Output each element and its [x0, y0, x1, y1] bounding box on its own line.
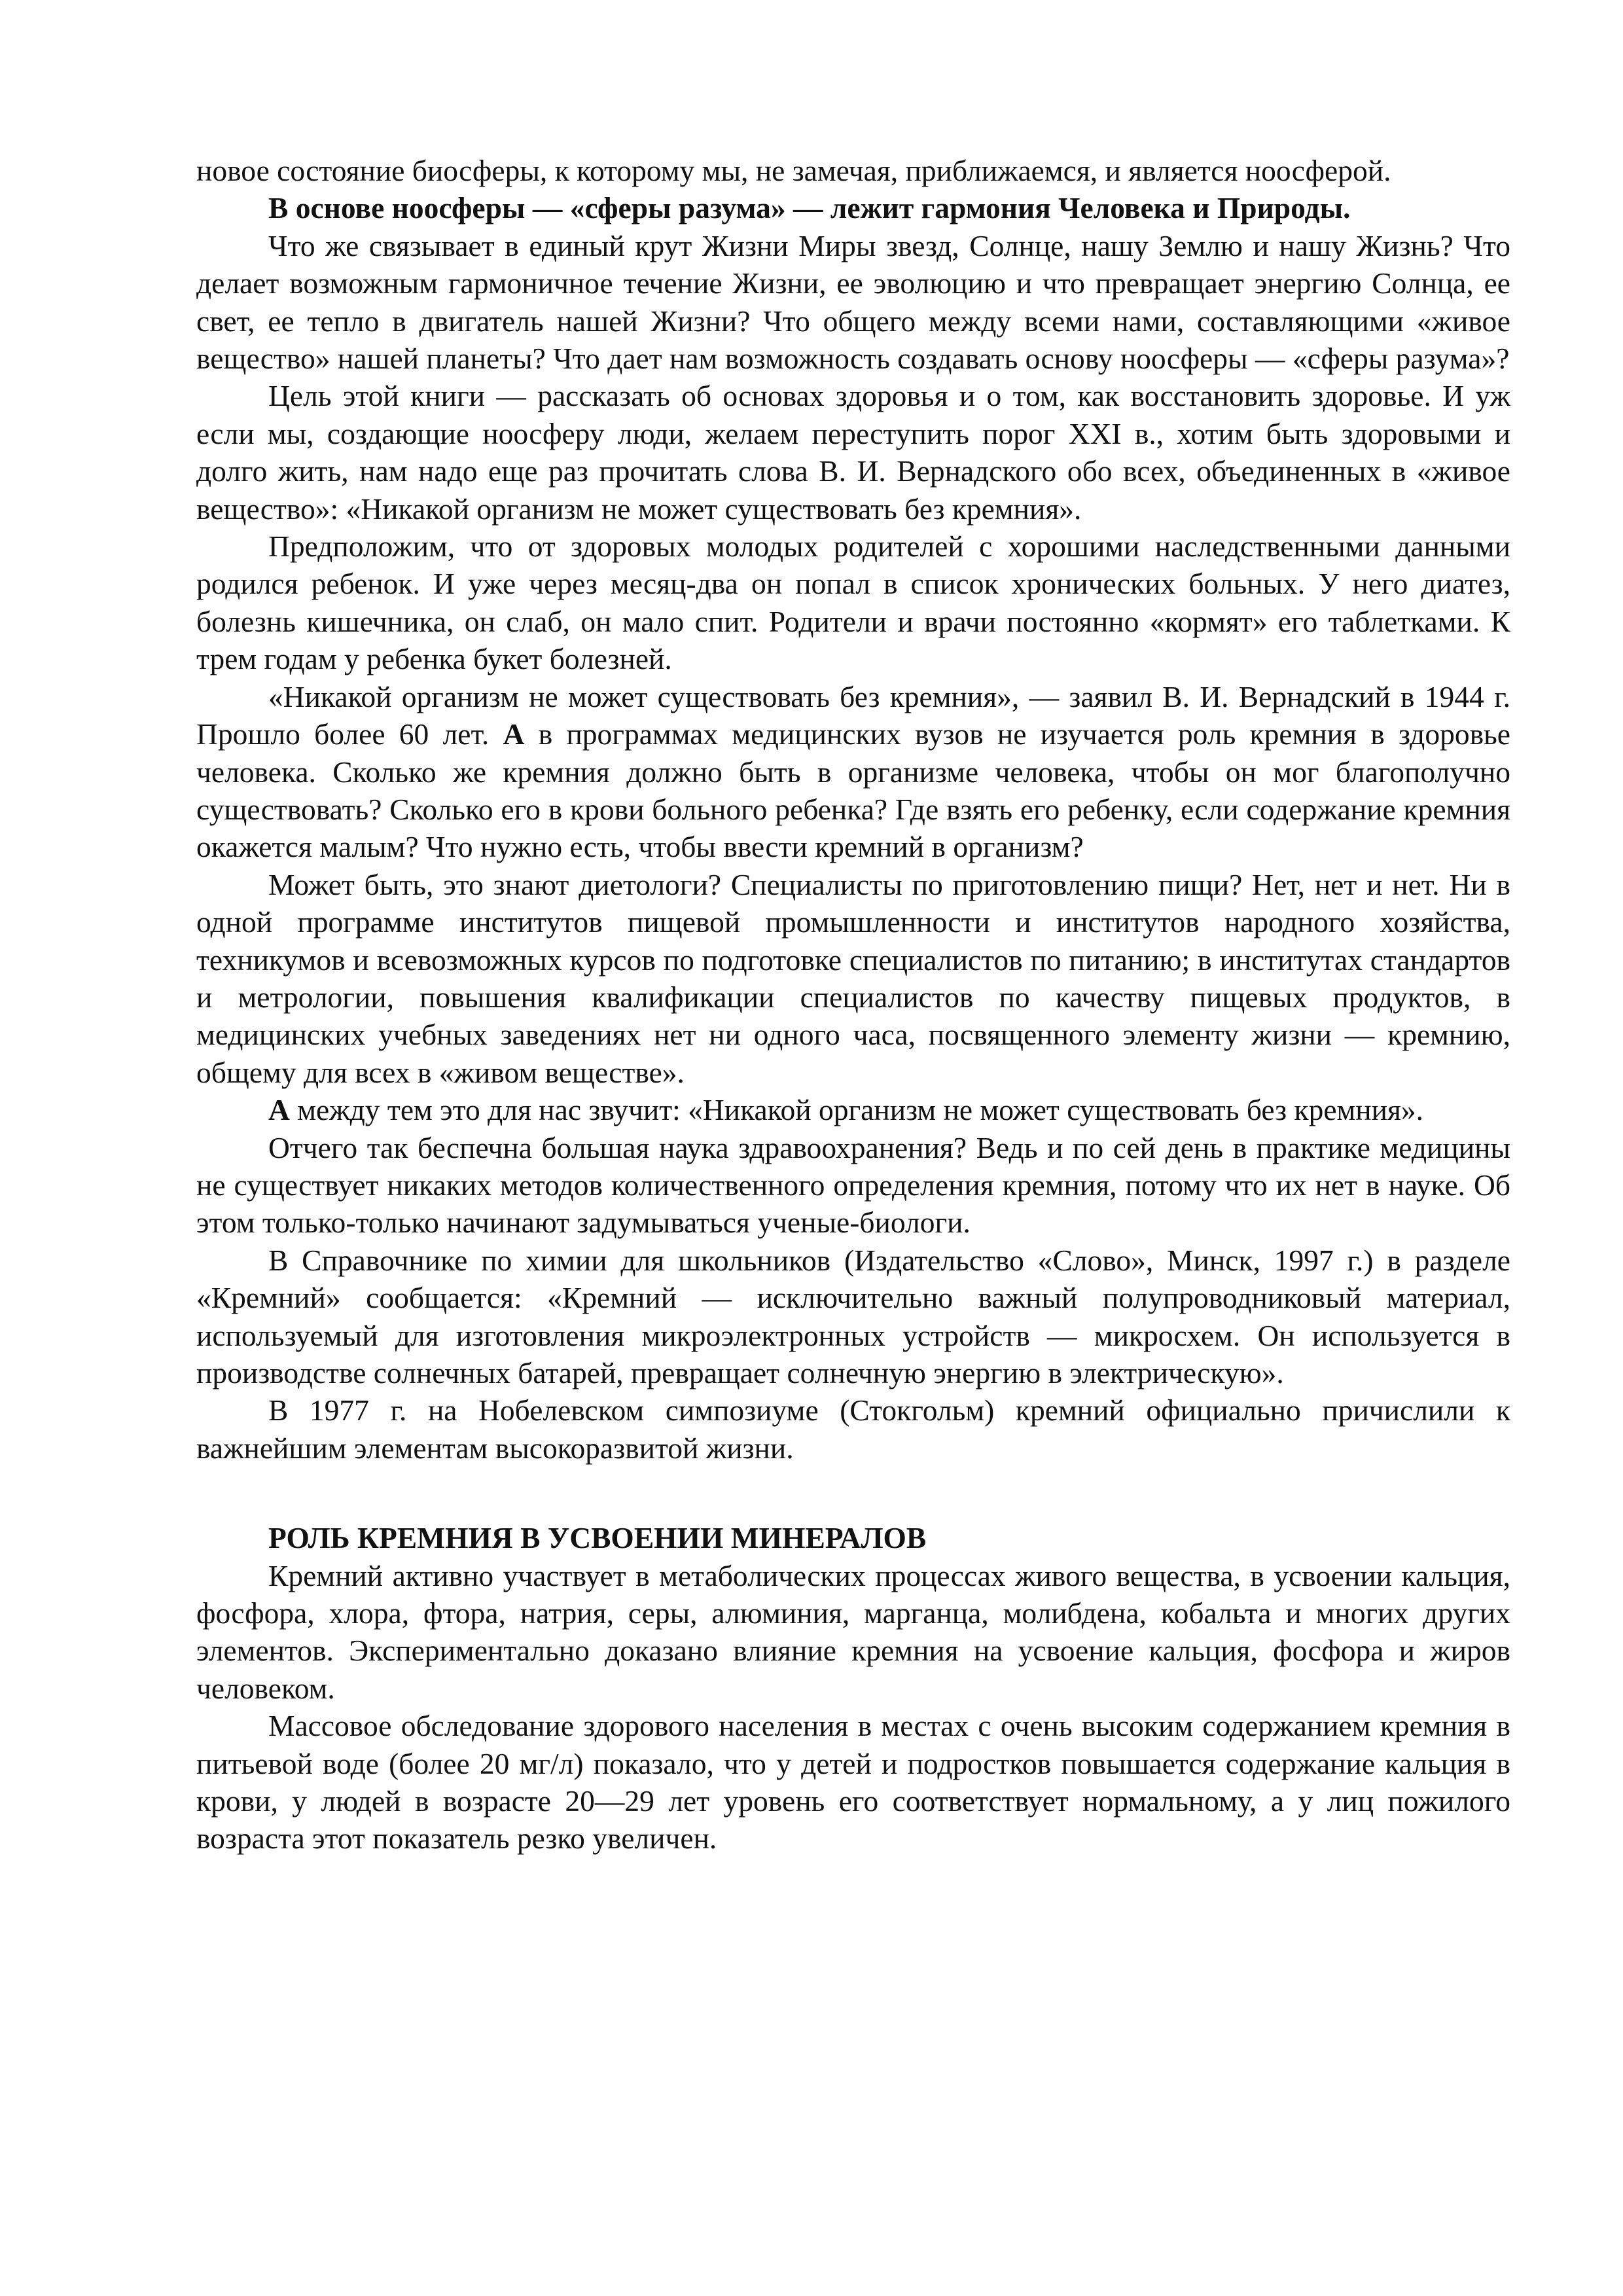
paragraph-continuation: новое состояние биосферы, к которому мы, не замечая, приближаемся, и является ноосферой. — [196, 154, 1391, 187]
paragraph-text: между тем это для нас звучит: «Никакой организм не может существовать без кремния». — [289, 1093, 1424, 1127]
paragraph: Что же связывает в единый крут Жизни Миры звезд, Солнце, нашу Землю и нашу Жизнь? Что делает возможным гармоничное течение Жизни, ее эволюцию и что превращает энергию Солнца, ее свет, ее тепло в двигатель нашей Жизни? Что общего между всеми нами, составляющими «живое вещество» нашей планеты? Что дает нам возможность создавать основу ноосферы — «сферы разума»? — [196, 228, 1510, 376]
bold-letter: А — [268, 1093, 290, 1127]
paragraph: Цель этой книги — рассказать об основах здоровья и о том, как восстановить здоровье. И уж если мы, создающие ноосферу люди, желаем переступить порог XXI в., хотим быть здоровыми и долго жить, нам надо еще раз прочитать слова В. И. Вернадского обо всех, объединенных в «живое вещество»: «Никакой организм не может существовать без кремния». — [196, 379, 1510, 526]
section-spacer — [196, 1467, 1510, 1519]
paragraph: Массовое обследование здорового населения в местах с очень высоким содержанием кремния в питьевой воде (более 20 мг/л) показало, что у детей и подростков повышается содержание кальция в крови, у людей в возрасте 20—29 лет уровень его соответствует нормальному, а у лиц пожилого возраста этот показатель резко увеличен. — [196, 1709, 1510, 1856]
document-page — [196, 152, 1510, 1857]
paragraph: Кремний активно участвует в метаболических процессах живого вещества, в усвоении кальция, фосфора, хлора, фтора, натрия, серы, алюминия, марганца, молибдена, кобальта и многих других элементов. Экспериментально доказано влияние кремния на усвоение кальция, фосфора и жиров человеком. — [196, 1558, 1510, 1705]
paragraph-text: в программах медицинских вузов не изучается роль кремния в здоровье человека. Сколько же кремния должно быть в организме человека, чтобы он мог благополучно существовать? Сколько его в крови больного ребенка? Где взять его ребенку, если содержание кремния окажется малым? Что нужно есть, чтобы ввести кремний в организм? — [196, 717, 1511, 864]
paragraph — [196, 1091, 1510, 1128]
paragraph: Может быть, это знают диетологи? Специалисты по приготовлению пищи? Нет, нет и нет. Ни в одной программе институтов пищевой промышленности и институтов народного хозяйства, техникумов и всевозможных курсов по подготовке специалистов по питанию; в институтах стандартов и метрологии, повышения квалификации специалистов по качеству пищевых продуктов, в медицинских учебных заведениях нет ни одного часа, посвященного элементу жизни — кремнию, общему для всех в «живом веществе». — [196, 867, 1510, 1089]
paragraph: В 1977 г. на Нобелевском симпозиуме (Стокгольм) кремний официально причислили к важнейшим элементам высокоразвитой жизни. — [196, 1393, 1510, 1465]
paragraph: Отчего так беспечна большая наука здравоохранения? Ведь и по сей день в практике медицины не существует никаких методов количественного определения кремния, потому что их нет в науке. Об этом только-только начинают задумываться ученые-биологи. — [196, 1130, 1510, 1240]
paragraph — [196, 678, 1510, 866]
paragraph: Предположим, что от здоровых молодых родителей с хорошими наследственными данными родился ребенок. И уже через месяц-два он попал в список хронических больных. У него диатез, болезнь кишечника, он слаб, он мало спит. Родители и врачи постоянно «кормят» его таблетками. К трем годам у ребенка букет болезней. — [196, 529, 1510, 676]
bold-thesis: В основе ноосферы — «сферы разума» — лежит гармония Человека и Природы. — [268, 191, 1351, 225]
bold-letter: А — [503, 717, 525, 751]
paragraph-text: «Никакой организм не может существовать без кремния», — заявил В. И. Вернадский в 1944 г. Прошло более 60 лет. — [196, 679, 1510, 751]
paragraph: В Справочнике по химии для школьников (Издательство «Слово», Минск, 1997 г.) в разделе «Кремний» сообщается: «Кремний — исключительно важный полупроводниковый материал, используемый для изготовления микроэлектронных устройств — микросхем. Он используется в производстве солнечных батарей, превращает солнечную энергию в электрическую». — [196, 1243, 1510, 1390]
section-heading: РОЛЬ КРЕМНИЯ В УСВОЕНИИ МИНЕРАЛОВ — [268, 1521, 927, 1555]
